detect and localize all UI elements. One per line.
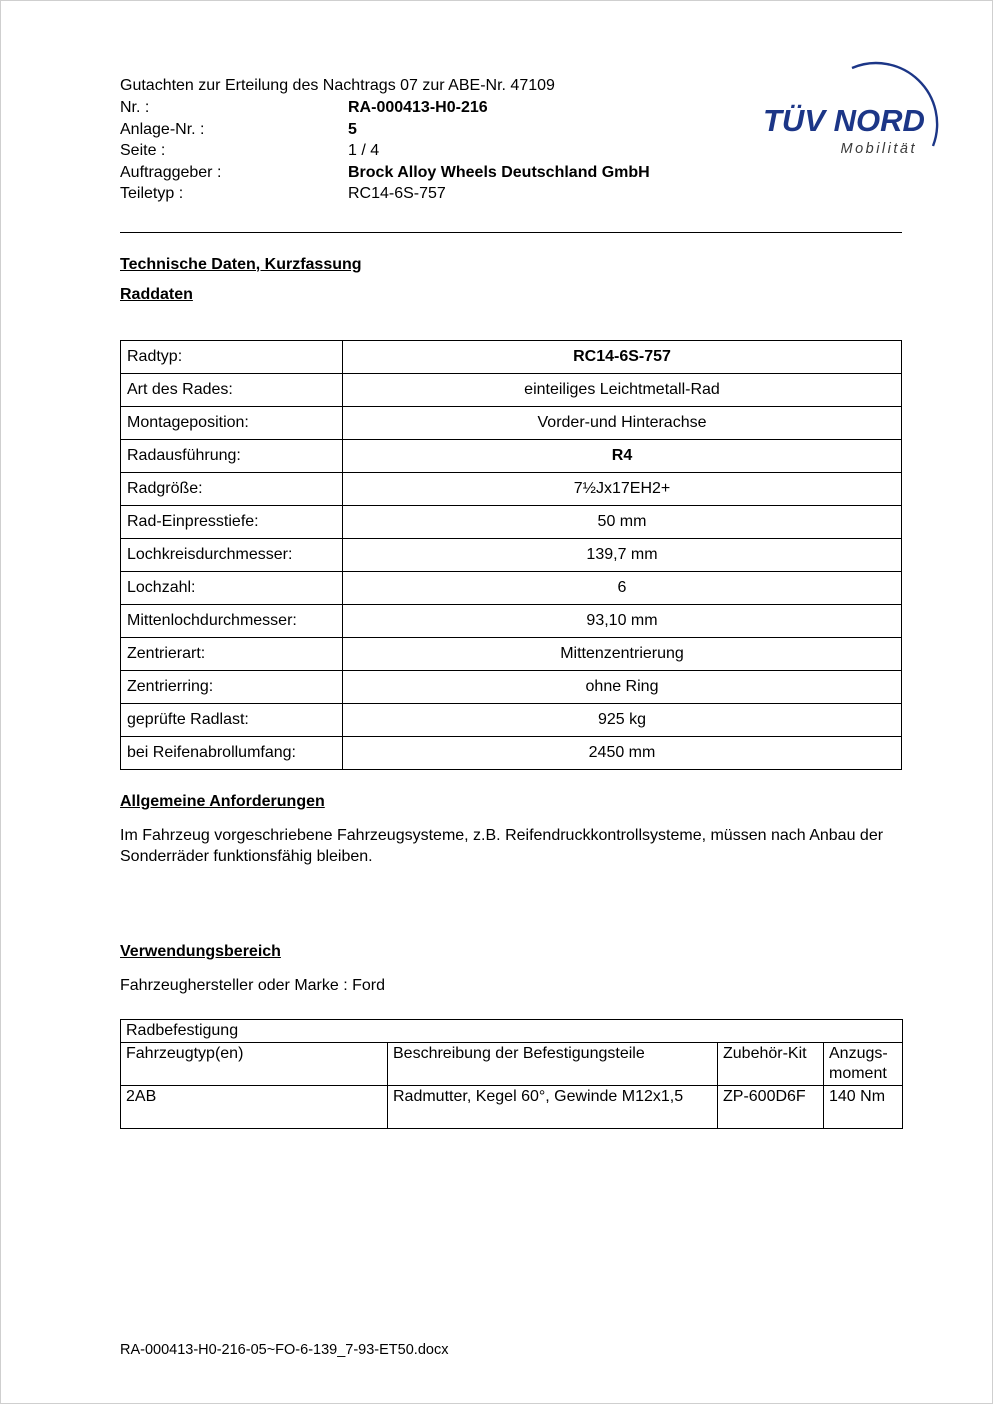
document-title: Gutachten zur Erteilung des Nachtrags 07 zur ABE-Nr. 47109 — [120, 77, 555, 94]
allgemeine-anforderungen-text: Im Fahrzeug vorgeschriebene Fahrzeugsysteme, z.B. Reifendruckkontrollsysteme, müssen nach Anbau der Sonderräder funktionsfähig bleiben. — [120, 826, 884, 865]
raddaten-label: Mittenlochdurchmesser: — [121, 604, 343, 637]
raddaten-table — [120, 340, 902, 770]
raddaten-value: einteiliges Leichtmetall-Rad — [343, 373, 902, 406]
fahrzeughersteller-line: Fahrzeughersteller oder Marke : Ford — [120, 976, 385, 994]
column-header-anzugsmoment: Anzugs-moment — [824, 1042, 903, 1085]
table-row — [121, 373, 902, 406]
raddaten-value: R4 — [343, 439, 902, 472]
table-row — [121, 1085, 903, 1128]
section-heading-raddaten: Raddaten — [120, 285, 193, 303]
meta-label: Auftraggeber : — [120, 163, 222, 181]
raddaten-label: Radtyp: — [121, 340, 343, 373]
raddaten-value: ohne Ring — [343, 670, 902, 703]
table-header-row — [121, 1042, 903, 1085]
tuv-nord-logo — [759, 51, 949, 163]
meta-label: Anlage-Nr. : — [120, 120, 205, 138]
raddaten-value: 93,10 mm — [343, 604, 902, 637]
header-divider — [120, 232, 902, 233]
cell-fahrzeugtyp: 2AB — [121, 1085, 388, 1128]
raddaten-label: Rad-Einpresstiefe: — [121, 505, 343, 538]
table-row — [121, 736, 902, 769]
raddaten-value: 925 kg — [343, 703, 902, 736]
meta-row-auftraggeber — [120, 162, 900, 184]
table-row — [121, 571, 902, 604]
column-header-beschreibung: Beschreibung der Befestigungsteile — [388, 1042, 718, 1085]
column-header-zubehoer-kit: Zubehör-Kit — [718, 1042, 824, 1085]
raddaten-value: 7½Jx17EH2+ — [343, 472, 902, 505]
raddaten-value: 6 — [343, 571, 902, 604]
table-title-row — [121, 1019, 903, 1042]
table-row — [121, 670, 902, 703]
meta-label: Teiletyp : — [120, 185, 184, 202]
logo-subtitle-text: Mobilität — [840, 141, 917, 157]
raddaten-label: Montageposition: — [121, 406, 343, 439]
raddaten-label: Radausführung: — [121, 439, 343, 472]
section-heading-allgemeine-anforderungen: Allgemeine Anforderungen — [120, 792, 325, 810]
table-row — [121, 505, 902, 538]
cell-zubehoer-kit: ZP-600D6F — [718, 1085, 824, 1128]
raddaten-label: Lochzahl: — [121, 571, 343, 604]
meta-value-part-type: RC14-6S-757 — [348, 185, 446, 202]
table-row — [121, 703, 902, 736]
raddaten-value: Mittenzentrierung — [343, 637, 902, 670]
table-row — [121, 604, 902, 637]
raddaten-label: Lochkreisdurchmesser: — [121, 538, 343, 571]
table-row — [121, 406, 902, 439]
table-row — [121, 538, 902, 571]
section-heading-technische-daten: Technische Daten, Kurzfassung — [120, 255, 362, 273]
radbefestigung-table — [120, 1019, 903, 1129]
raddaten-label: Art des Rades: — [121, 373, 343, 406]
raddaten-value: 2450 mm — [343, 736, 902, 769]
raddaten-label: Zentrierart: — [121, 637, 343, 670]
raddaten-label: Radgröße: — [121, 472, 343, 505]
meta-label: Nr. : — [120, 99, 150, 116]
table-row — [121, 637, 902, 670]
footer-filename: RA-000413-H0-216-05~FO-6-139_7-93-ET50.docx — [120, 1342, 449, 1358]
section-heading-verwendungsbereich: Verwendungsbereich — [120, 942, 281, 960]
raddaten-label: Zentrierring: — [121, 670, 343, 703]
meta-value-anlage-number: 5 — [348, 120, 357, 138]
logo-brand-text: TÜV NORD — [763, 103, 925, 138]
raddaten-value: RC14-6S-757 — [343, 340, 902, 373]
raddaten-value: 139,7 mm — [343, 538, 902, 571]
table-row — [121, 472, 902, 505]
meta-value-client: Brock Alloy Wheels Deutschland GmbH — [348, 163, 650, 181]
meta-label: Seite : — [120, 142, 166, 159]
meta-value-page-number: 1 / 4 — [348, 142, 380, 159]
raddaten-label: geprüfte Radlast: — [121, 703, 343, 736]
table-row — [121, 340, 902, 373]
document-content — [1, 1, 992, 1129]
meta-value-report-number: RA-000413-H0-216 — [348, 99, 488, 116]
tuv-nord-logo-graphic — [759, 51, 949, 163]
raddaten-value: 50 mm — [343, 505, 902, 538]
raddaten-label: bei Reifenabrollumfang: — [121, 736, 343, 769]
raddaten-value: Vorder-und Hinterachse — [343, 406, 902, 439]
cell-beschreibung: Radmutter, Kegel 60°, Gewinde M12x1,5 — [388, 1085, 718, 1128]
table-row — [121, 439, 902, 472]
radbefestigung-title: Radbefestigung — [121, 1019, 903, 1042]
meta-row-teiletyp — [120, 183, 900, 205]
column-header-fahrzeugtyp: Fahrzeugtyp(en) — [121, 1042, 388, 1085]
cell-anzugsmoment: 140 Nm — [824, 1085, 903, 1128]
